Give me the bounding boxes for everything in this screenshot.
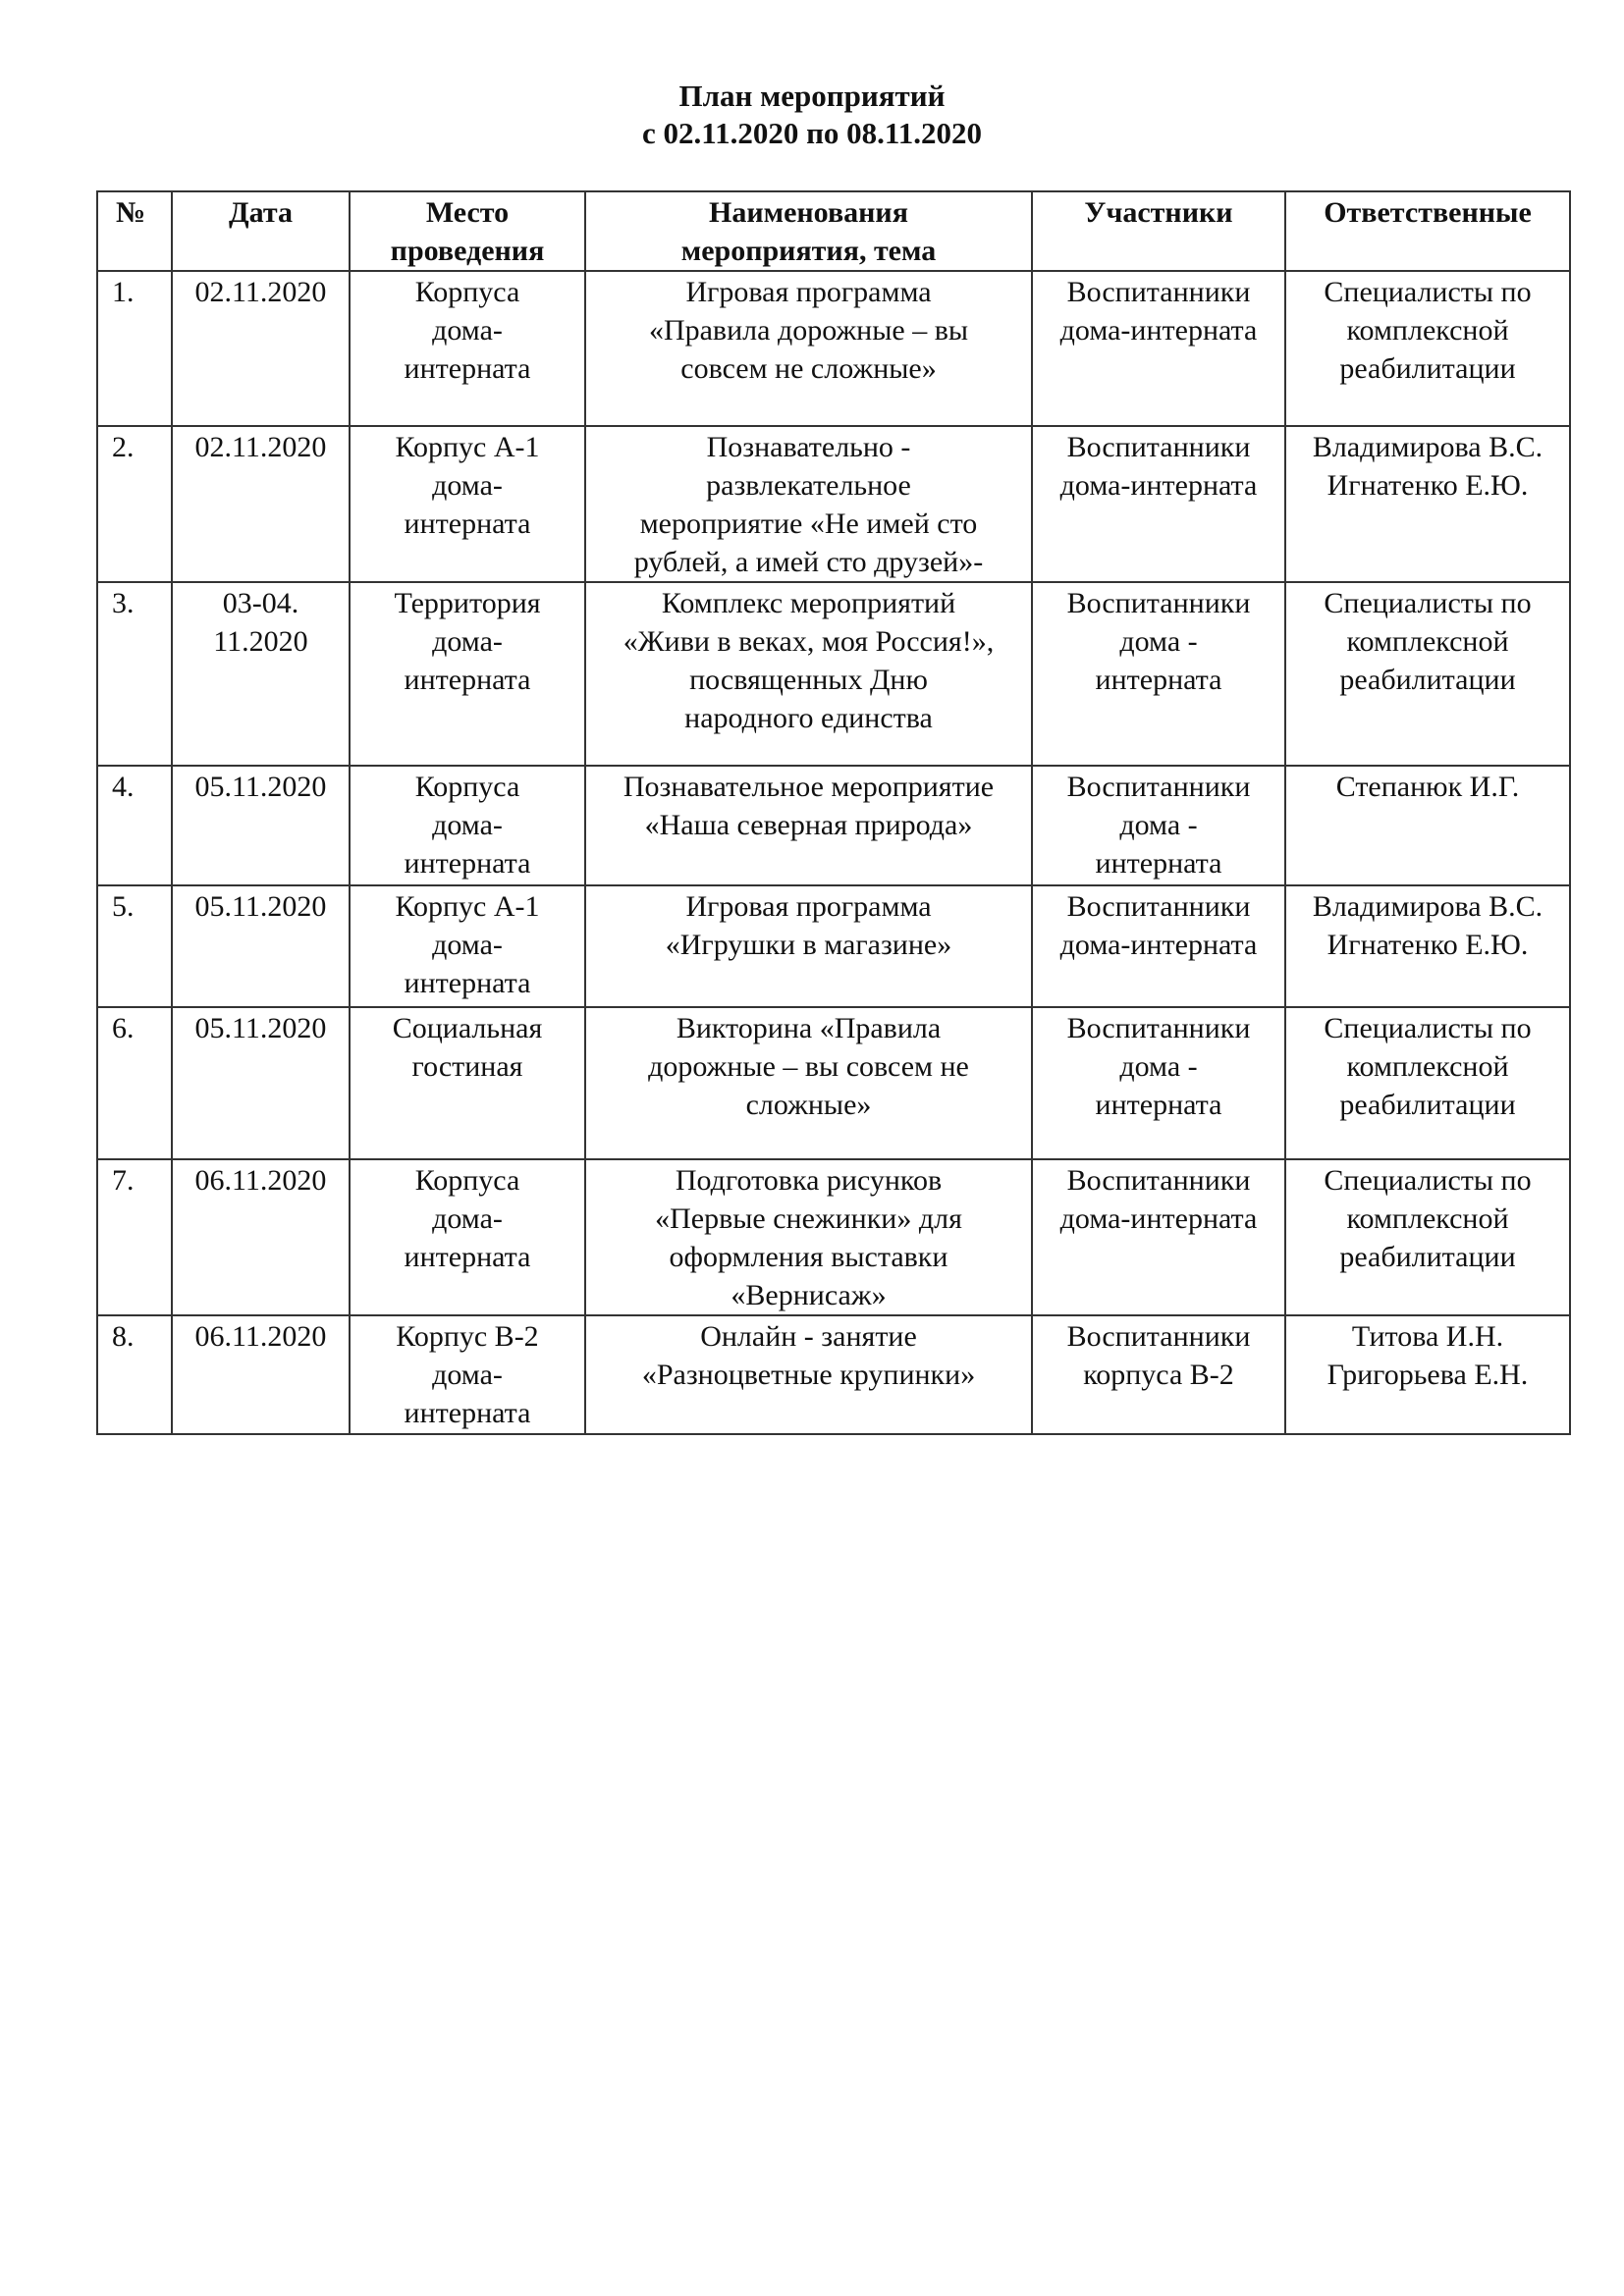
cell-text-line: комплексной	[1346, 1050, 1509, 1083]
cell-text-line: Подготовка рисунков	[675, 1164, 943, 1197]
cell-text-line: Комплекс мероприятий	[661, 587, 956, 619]
table-row	[97, 1007, 1570, 1159]
cell-text-line: Корпуса	[414, 771, 520, 803]
cell-number	[97, 1159, 172, 1315]
cell-date	[172, 582, 350, 766]
header-date	[172, 191, 350, 271]
cell-number	[97, 885, 172, 1007]
cell-text-line: 05.11.2020	[194, 771, 327, 803]
cell-text-line: дома-интерната	[1059, 929, 1258, 961]
cell-text-line: интерната	[404, 352, 531, 385]
header-number	[97, 191, 172, 271]
cell-number	[97, 1315, 172, 1434]
cell-text-line: 05.11.2020	[194, 890, 327, 923]
cell-place	[350, 1315, 585, 1434]
cell-text-line: Специалисты по	[1324, 587, 1532, 619]
cell-place	[350, 1007, 585, 1159]
cell-text-line: интерната	[1095, 847, 1222, 880]
cell-participants	[1032, 1315, 1285, 1434]
cell-number	[97, 426, 172, 582]
cell-text-line: Место	[425, 196, 510, 229]
cell-text-line: Воспитанники	[1066, 1164, 1251, 1197]
cell-text-line: Специалисты по	[1324, 1164, 1532, 1197]
cell-participants	[1032, 271, 1285, 426]
cell-text-line: Воспитанники	[1066, 587, 1251, 619]
cell-place	[350, 1159, 585, 1315]
cell-text-line: Социальная	[392, 1012, 543, 1044]
cell-text-line: реабилитации	[1339, 352, 1516, 385]
cell-place	[350, 426, 585, 582]
cell-text-line: Корпус В-2	[396, 1320, 539, 1353]
cell-text-line: интерната	[404, 1241, 531, 1273]
cell-text-line: сложные»	[745, 1089, 872, 1121]
table-row	[97, 271, 1570, 426]
cell-text-line: Специалисты по	[1324, 276, 1532, 308]
cell-text-line: дома -	[1119, 625, 1198, 658]
cell-text-line: совсем не сложные»	[680, 352, 937, 385]
cell-date	[172, 426, 350, 582]
cell-text-line: Воспитанники	[1066, 771, 1251, 803]
cell-text-line: дома-	[432, 1359, 503, 1391]
table-header-row	[97, 191, 1570, 271]
cell-text-line: «Игрушки в магазине»	[665, 929, 952, 961]
cell-text-line: Специалисты по	[1324, 1012, 1532, 1044]
table-row	[97, 766, 1570, 885]
cell-text-line: Степанюк И.Г.	[1335, 771, 1520, 803]
cell-text-line: дома-интерната	[1059, 314, 1258, 347]
cell-participants	[1032, 1007, 1285, 1159]
cell-participants	[1032, 1159, 1285, 1315]
cell-text-line: интерната	[404, 507, 531, 540]
cell-text-line: дома-	[432, 809, 503, 841]
cell-text-line: Корпуса	[414, 1164, 520, 1197]
cell-text-line: дома-интерната	[1059, 469, 1258, 502]
cell-date	[172, 1159, 350, 1315]
cell-text-line: «Наша северная природа»	[644, 809, 973, 841]
cell-text-line: «Вернисаж»	[731, 1279, 887, 1311]
cell-text-line: Воспитанники	[1066, 890, 1251, 923]
cell-number	[97, 582, 172, 766]
cell-text-line: Познавательное мероприятие	[623, 771, 995, 803]
table-row	[97, 885, 1570, 1007]
cell-text-line: реабилитации	[1339, 1089, 1516, 1121]
cell-place	[350, 271, 585, 426]
cell-responsible	[1285, 271, 1570, 426]
cell-text-line: интерната	[404, 664, 531, 696]
cell-text-line: интерната	[1095, 664, 1222, 696]
cell-text-line: «Правила дорожные – вы	[648, 314, 969, 347]
header-place	[350, 191, 585, 271]
cell-text-line: Воспитанники	[1066, 1320, 1251, 1353]
cell-text-line: посвященных Дню	[689, 664, 928, 696]
cell-text-line: интерната	[404, 1397, 531, 1429]
cell-participants	[1032, 582, 1285, 766]
cell-text-line: 6.	[112, 1012, 135, 1044]
cell-participants	[1032, 766, 1285, 885]
cell-text-line: Игровая программа	[685, 276, 932, 308]
header-event	[585, 191, 1032, 271]
cell-text-line: комплексной	[1346, 625, 1509, 658]
table-row	[97, 582, 1570, 766]
cell-text-line: мероприятие «Не имей сто	[639, 507, 978, 540]
cell-text-line: гостиная	[411, 1050, 523, 1083]
cell-text-line: Владимирова В.С.	[1312, 431, 1543, 463]
cell-text-line: 7.	[112, 1164, 135, 1197]
cell-date	[172, 1315, 350, 1434]
cell-text-line: 5.	[112, 890, 135, 923]
cell-text-line: интерната	[404, 967, 531, 999]
cell-event	[585, 885, 1032, 1007]
cell-date	[172, 885, 350, 1007]
cell-text-line: дома -	[1119, 1050, 1198, 1083]
header-responsible	[1285, 191, 1570, 271]
cell-text-line: «Разноцветные крупинки»	[641, 1359, 976, 1391]
table-row	[97, 1159, 1570, 1315]
cell-text-line: Корпус А-1	[395, 431, 540, 463]
cell-text-line: Ответственные	[1324, 196, 1532, 229]
cell-text-line: народного единства	[684, 702, 933, 734]
cell-text-line: Дата	[229, 196, 293, 229]
cell-text-line: рублей, а имей сто друзей»-	[633, 546, 984, 578]
cell-text-line: Игнатенко Е.Ю.	[1326, 469, 1529, 502]
cell-text-line: 02.11.2020	[194, 431, 327, 463]
cell-text-line: Воспитанники	[1066, 276, 1251, 308]
cell-event	[585, 1007, 1032, 1159]
cell-text-line: мероприятия, тема	[680, 235, 937, 267]
cell-text-line: Познавательно -	[706, 431, 911, 463]
cell-event	[585, 582, 1032, 766]
cell-responsible	[1285, 1315, 1570, 1434]
cell-text-line: интерната	[404, 847, 531, 880]
cell-participants	[1032, 885, 1285, 1007]
cell-responsible	[1285, 885, 1570, 1007]
cell-text-line: интерната	[1095, 1089, 1222, 1121]
title-line-1: План мероприятий	[678, 79, 946, 113]
cell-text-line: дома-интерната	[1059, 1202, 1258, 1235]
cell-text-line: 05.11.2020	[194, 1012, 327, 1044]
cell-text-line: 4.	[112, 771, 135, 803]
cell-text-line: дома-	[432, 469, 503, 502]
cell-responsible	[1285, 766, 1570, 885]
cell-text-line: 03-04.	[222, 587, 299, 619]
cell-text-line: дорожные – вы совсем не	[648, 1050, 969, 1083]
table-row	[97, 426, 1570, 582]
cell-text-line: Викторина «Правила	[676, 1012, 942, 1044]
cell-text-line: оформления выставки	[669, 1241, 948, 1273]
cell-place	[350, 885, 585, 1007]
cell-participants	[1032, 426, 1285, 582]
cell-text-line: Воспитанники	[1066, 431, 1251, 463]
cell-number	[97, 1007, 172, 1159]
cell-date	[172, 271, 350, 426]
cell-text-line: Онлайн - занятие	[700, 1320, 917, 1353]
cell-event	[585, 271, 1032, 426]
cell-text-line: Игнатенко Е.Ю.	[1326, 929, 1529, 961]
cell-text-line: 02.11.2020	[194, 276, 327, 308]
table-row	[97, 1315, 1570, 1434]
cell-text-line: реабилитации	[1339, 664, 1516, 696]
cell-text-line: «Первые снежинки» для	[655, 1202, 962, 1235]
events-table	[96, 190, 1571, 1435]
cell-number	[97, 271, 172, 426]
cell-place	[350, 582, 585, 766]
cell-number	[97, 766, 172, 885]
cell-text-line: Воспитанники	[1066, 1012, 1251, 1044]
cell-text-line: Игровая программа	[685, 890, 932, 923]
cell-text-line: 1.	[112, 276, 135, 308]
cell-text-line: «Живи в веках, моя Россия!»,	[623, 625, 995, 658]
header-participants	[1032, 191, 1285, 271]
cell-event	[585, 1159, 1032, 1315]
cell-text-line: 3.	[112, 587, 135, 619]
cell-date	[172, 766, 350, 885]
cell-text-line: Григорьева Е.Н.	[1326, 1359, 1529, 1391]
cell-responsible	[1285, 1007, 1570, 1159]
cell-text-line: 06.11.2020	[194, 1164, 327, 1197]
cell-text-line: дома-	[432, 929, 503, 961]
cell-text-line: 2.	[112, 431, 135, 463]
cell-text-line: Владимирова В.С.	[1312, 890, 1543, 923]
cell-text-line: №	[116, 196, 146, 229]
title-line-2: с 02.11.2020 по 08.11.2020	[642, 116, 982, 150]
cell-place	[350, 766, 585, 885]
cell-text-line: Территория	[394, 587, 541, 619]
cell-text-line: Титова И.Н.	[1351, 1320, 1504, 1353]
cell-text-line: комплексной	[1346, 1202, 1509, 1235]
cell-text-line: Корпуса	[414, 276, 520, 308]
cell-date	[172, 1007, 350, 1159]
cell-event	[585, 766, 1032, 885]
cell-text-line: 8.	[112, 1320, 135, 1353]
cell-text-line: Участники	[1084, 196, 1233, 229]
cell-text-line: комплексной	[1346, 314, 1509, 347]
cell-responsible	[1285, 582, 1570, 766]
cell-text-line: Корпус А-1	[395, 890, 540, 923]
cell-text-line: дома -	[1119, 809, 1198, 841]
cell-text-line: реабилитации	[1339, 1241, 1516, 1273]
document-title	[0, 78, 1624, 152]
cell-text-line: корпуса В-2	[1083, 1359, 1234, 1391]
cell-text-line: 11.2020	[213, 625, 308, 658]
cell-text-line: 06.11.2020	[194, 1320, 327, 1353]
cell-responsible	[1285, 426, 1570, 582]
cell-text-line: Наименования	[709, 196, 908, 229]
cell-responsible	[1285, 1159, 1570, 1315]
cell-text-line: развлекательное	[706, 469, 911, 502]
cell-text-line: проведения	[390, 235, 545, 267]
cell-text-line: дома-	[432, 314, 503, 347]
cell-event	[585, 426, 1032, 582]
cell-text-line: дома-	[432, 625, 503, 658]
cell-text-line: дома-	[432, 1202, 503, 1235]
cell-event	[585, 1315, 1032, 1434]
